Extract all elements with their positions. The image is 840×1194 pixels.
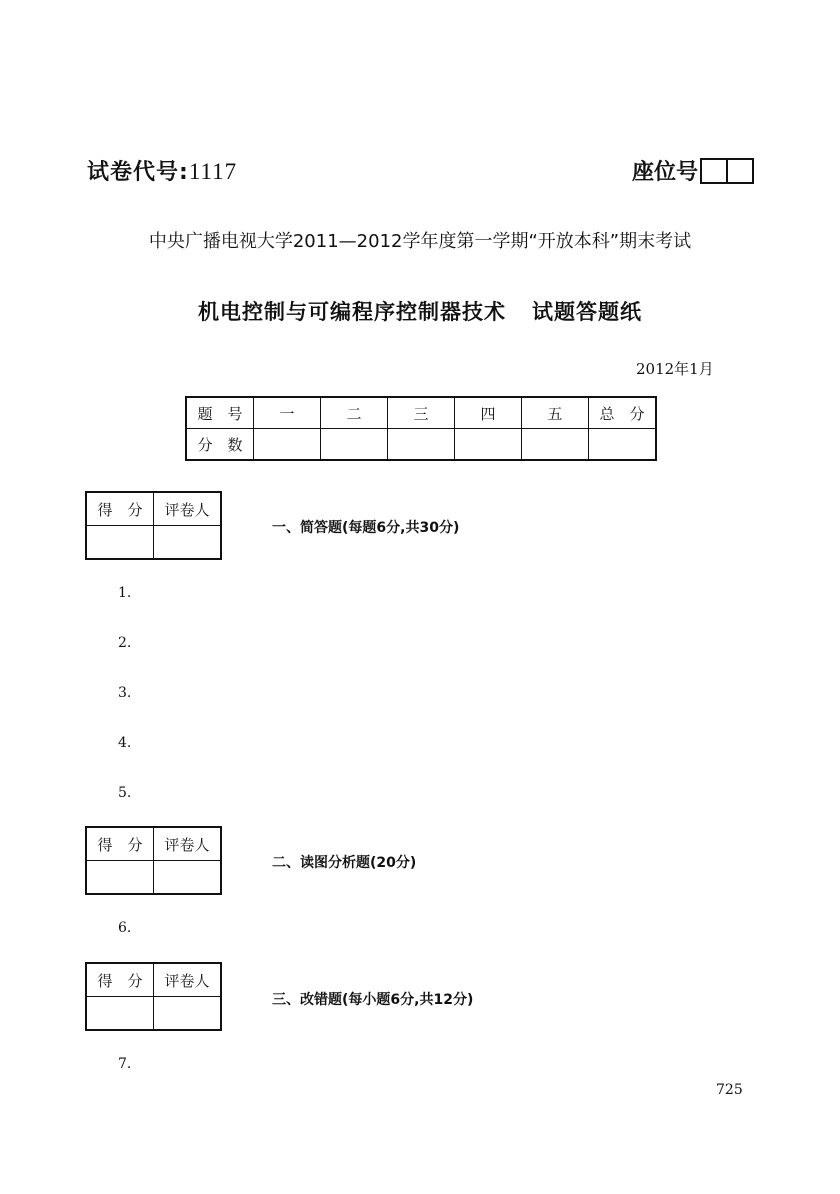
section-title: 三、改错题(每小题6分,共12分) [272,992,474,1008]
question-number: 5. [118,785,132,801]
section-title: 二、读图分析题(20分) [272,855,417,871]
grader-name-label: 评卷人 [154,492,222,526]
score-cell[interactable] [388,429,455,461]
page-number: 725 [716,1082,743,1098]
page-title [0,296,840,326]
score-table-row-label: 题 号 [186,397,254,429]
score-table-column: 四 [455,397,522,429]
paper-code-value: 1117 [188,159,238,184]
score-table-column: 总 分 [589,397,657,429]
grader-name-label: 评卷人 [154,827,222,861]
score-cell[interactable] [522,429,589,461]
paper-code [87,155,237,186]
seat-box[interactable] [726,160,752,182]
exam-header: 中央广播电视大学2011—2012学年度第一学期“开放本科”期末考试 [148,231,692,252]
score-table-column: 一 [254,397,321,429]
score-table-row-label: 分 数 [186,429,254,461]
title-sub: 试题答题纸 [532,300,642,324]
score-cell[interactable] [254,429,321,461]
grader-name-cell[interactable] [154,526,222,560]
score-cell[interactable] [589,429,657,461]
score-table-column: 三 [388,397,455,429]
score-cell[interactable] [455,429,522,461]
grader-box [85,491,222,560]
score-table-score-row [186,429,656,461]
paper-code-label: 试卷代号: [87,160,189,185]
score-table [185,396,657,461]
title-main: 机电控制与可编程序控制器技术 [198,300,506,324]
question-number: 3. [118,685,132,701]
grader-score-cell[interactable] [86,526,154,560]
grader-score-cell[interactable] [86,861,154,895]
grader-name-label: 评卷人 [154,963,222,997]
score-cell[interactable] [321,429,388,461]
question-number: 2. [118,635,132,651]
question-number: 6. [118,920,132,936]
grader-score-label: 得 分 [86,827,154,861]
grader-score-label: 得 分 [86,492,154,526]
seat-box[interactable] [702,160,726,182]
score-table-header-row [186,397,656,429]
grader-name-cell[interactable] [154,861,222,895]
grader-box [85,826,222,895]
score-table-column: 二 [321,397,388,429]
grader-name-cell[interactable] [154,997,222,1031]
seat-number-label: 座位号 [632,160,699,185]
question-number: 1. [118,585,132,601]
score-table-column: 五 [522,397,589,429]
grader-box [85,962,222,1031]
exam-date: 2012年1月 [636,360,714,378]
grader-score-cell[interactable] [86,997,154,1031]
seat-number-boxes[interactable] [700,158,754,184]
question-number: 4. [118,735,132,751]
section-title: 一、简答题(每题6分,共30分) [272,520,460,536]
seat-number [632,155,754,186]
grader-score-label: 得 分 [86,963,154,997]
question-number: 7. [118,1056,132,1072]
